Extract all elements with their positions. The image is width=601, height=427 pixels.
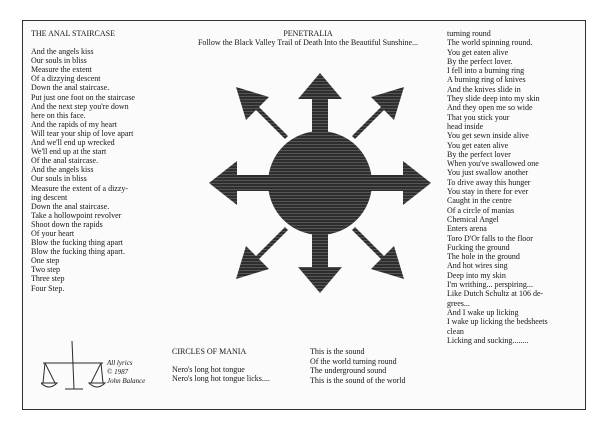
lyric-line: here on this face. — [31, 110, 86, 120]
right-lyrics-column — [447, 29, 583, 345]
lyric-line: Chemical Angel — [447, 214, 499, 224]
lyric-line: Fucking the ground — [447, 242, 510, 252]
lyric-line: Put just one foot on the staircase — [31, 92, 135, 102]
lyric-line: Of a circle of manias — [447, 205, 515, 215]
lyric-sheet — [22, 20, 586, 410]
lyric-line: The hole in the ground — [447, 252, 520, 262]
penetralia-subtitle: Follow the Black Valley Trail of Death Into the Beautiful Sunshine... — [197, 38, 419, 47]
lyric-line: turning round — [447, 29, 491, 38]
lyric-line: Deep into my skin — [447, 270, 506, 280]
lyric-line: Of the world turning round — [310, 356, 397, 366]
penetralia-title: PENETRALIA — [283, 29, 333, 38]
lyric-line: Of a dizzying descent — [31, 74, 101, 84]
lyric-line: Four Step. — [31, 283, 65, 293]
lyric-line: Nero's long hot tongue licks.... — [172, 374, 270, 383]
lyric-line: Caught in the centre — [447, 196, 512, 206]
lyric-line: To drive away this hunger — [447, 177, 531, 187]
lyric-line: I'm writhing... perspiring... — [447, 280, 533, 290]
lyric-line: You get eaten alive — [447, 47, 509, 57]
circles-of-mania-block — [172, 347, 322, 384]
lyric-line: Nero's long hot tongue — [172, 364, 245, 374]
penetralia-heading — [163, 29, 453, 47]
lyric-line: Measure the extent — [31, 65, 92, 75]
anal-staircase-lines — [31, 47, 181, 293]
lyric-line: Our souls in bliss — [31, 56, 87, 66]
lyric-line: Of your heart — [31, 228, 75, 238]
lyric-line: Blow the fucking thing apart — [31, 238, 123, 248]
circles-of-mania-lines — [172, 365, 322, 384]
chaos-star-icon — [201, 65, 439, 301]
lyric-line: grees... — [447, 298, 470, 308]
lyric-line: Our souls in bliss — [31, 174, 87, 184]
lyric-line: Toro D'Or falls to the floor — [447, 233, 533, 243]
lyric-line: Three step — [31, 274, 65, 284]
lyric-line: You get eaten alive — [447, 140, 509, 150]
lyric-line: A burning ring of knives — [447, 75, 526, 85]
lyric-line: They slide deep into my skin — [447, 94, 540, 104]
right-lyrics-lines — [447, 29, 583, 345]
lyric-line: You just swallow another — [447, 168, 529, 178]
sound-block — [310, 347, 450, 385]
lyric-line: Down the anal staircase. — [31, 201, 110, 211]
lyric-line: That you stick your — [447, 112, 510, 122]
lyric-line: And the angels kiss — [31, 47, 94, 57]
lyric-line: Measure the extent of a dizzy- — [31, 183, 129, 193]
credit-line-1: All lyrics — [107, 359, 133, 367]
lyric-line: One step — [31, 256, 60, 266]
lyric-line: I wake up licking the bedsheets — [447, 317, 548, 327]
lyric-line: Down the anal staircase. — [31, 83, 110, 93]
lyric-line: And hot wires sing — [447, 261, 508, 271]
lyric-line: The underground sound — [310, 366, 387, 375]
anal-staircase-title: THE ANAL STAIRCASE — [31, 29, 115, 38]
lyric-line: And the rapids of my heart — [31, 119, 117, 129]
lyric-line: You stay in there for ever — [447, 187, 529, 197]
sound-lines — [310, 347, 450, 385]
credit-line-2: © 1987 — [107, 367, 129, 376]
lyric-line: You get sewn inside alive — [447, 131, 529, 141]
lyric-line: By the perfect lover — [447, 149, 511, 159]
lyric-line: Shoot down the rapids — [31, 219, 103, 229]
lyric-line: This is the sound — [310, 347, 365, 356]
lyric-line: This is the sound of the world — [310, 375, 406, 385]
lyric-line: The world spinning round. — [447, 38, 533, 48]
lyric-line: Take a hollowpoint revolver — [31, 210, 122, 220]
circles-of-mania-title: CIRCLES OF MANIA — [172, 347, 247, 356]
lyric-line: And the knives slide in — [447, 84, 521, 94]
lyric-line: And they open me so wide — [447, 103, 533, 113]
lyric-line: And we'll end up wrecked — [31, 138, 115, 148]
lyric-line: ing descent — [31, 192, 68, 202]
lyric-line: Two step — [31, 265, 60, 275]
lyric-line: Enters arena — [447, 224, 487, 234]
lyric-line: And the angels kiss — [31, 165, 94, 175]
lyric-line: Licking and sucking........ — [447, 335, 529, 345]
credit-line-3: John Balance — [107, 376, 146, 385]
lyric-line: head inside — [447, 121, 484, 131]
lyric-line: And I wake up licking — [447, 307, 519, 317]
lyric-line: By the perfect lover. — [447, 56, 513, 66]
lyric-line: We'll end up at the start — [31, 147, 107, 157]
lyric-line: clean — [447, 326, 464, 336]
lyric-line: Blow the fucking thing apart. — [31, 247, 125, 257]
lyrics-credit — [107, 359, 145, 385]
scales-icon — [41, 339, 107, 399]
lyric-line: Like Dutch Schultz at 106 de- — [447, 289, 544, 299]
lyric-line: Will tear your ship of love apart — [31, 128, 134, 138]
lyric-line: Of the anal staircase. — [31, 156, 99, 166]
lyric-line: I fell into a burning ring — [447, 66, 525, 76]
lyric-line: And the next step you're down — [31, 101, 129, 111]
anal-staircase-column — [31, 29, 181, 293]
lyric-line: When you've swallowed one — [447, 159, 539, 169]
